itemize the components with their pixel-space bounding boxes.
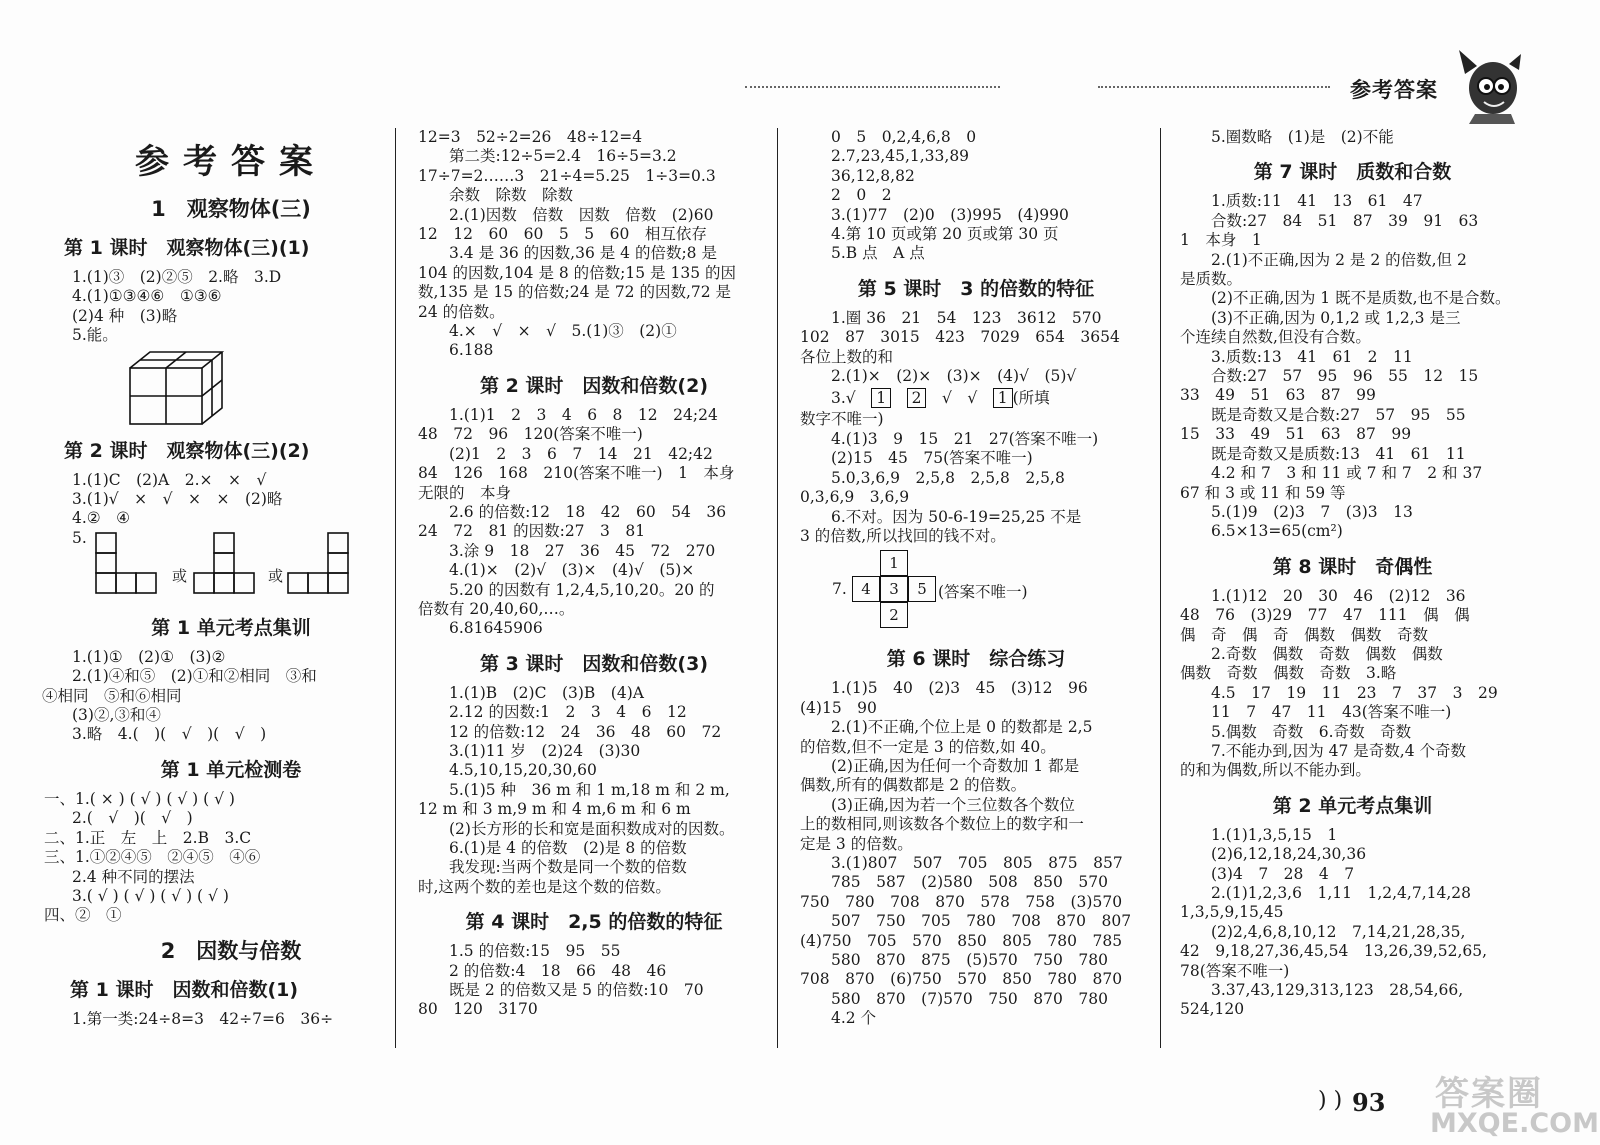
answer-line: 4.(1)× (2)√ (3)× (4)√ (5)×: [449, 561, 695, 580]
answer-line: ④相同 ⑤和⑥相同: [42, 686, 182, 705]
lesson-5-title: 第 5 课时 3 的倍数的特征: [857, 277, 1095, 300]
watermark-logo: 答案圈: [1435, 1074, 1543, 1114]
answer-line: 的和为偶数,所以不能办到。: [1180, 761, 1371, 780]
answer-line: 5.圈数略 (1)是 (2)不能: [1211, 128, 1394, 146]
unit-1-review-title: 第 1 单元考点集训: [151, 616, 311, 639]
answer-line: 7.不能办到,因为 47 是奇数,4 个奇数: [1211, 741, 1467, 760]
answer-line: 是质数。: [1180, 270, 1243, 289]
net-cell: 5: [908, 576, 936, 602]
lesson-2-title: 第 2 课时 因数和倍数(2): [479, 374, 709, 397]
answer-line: 1.(1)③ (2)②⑤ 2.略 3.D: [72, 268, 282, 286]
answer-line: 2.(1)× (2)× (3)× (4)√ (5)√: [831, 367, 1077, 386]
answer-line: 4.5 17 19 11 23 7 37 3 29: [1211, 683, 1498, 702]
answer-line: 我发现:当两个数是同一个数的倍数: [449, 858, 687, 877]
answer-line: 2.6 的倍数:12 18 42 60 54 36: [449, 502, 727, 521]
answer-line: 2 的倍数:4 18 66 48 46: [449, 961, 667, 980]
answer-line: 个连续自然数,但没有合数。: [1180, 328, 1371, 347]
answer-line: 33 49 51 63 87 99: [1180, 386, 1376, 405]
answer-line: 4.2 个: [831, 1009, 877, 1028]
answer-line: (2)15 45 75(答案不唯一): [831, 449, 1033, 468]
answer-line: 1,3,5,9,15,45: [1180, 903, 1284, 922]
answer-line: 5.B 点 A 点: [831, 244, 925, 263]
answer-line: 2.( √ )( √ ): [72, 809, 193, 828]
answer-line: 17÷7=2……3 21÷4=5.25 1÷3=0.3: [418, 166, 716, 185]
answer-line: 3.(1)77 (2)0 (3)995 (4)990: [831, 205, 1069, 224]
answer-line: 4.(1)3 9 15 21 27(答案不唯一): [831, 429, 1099, 448]
answer-line: 1.(1)B (2)C (3)B (4)A: [449, 683, 644, 702]
answer-line: (4)750 705 570 850 805 780 785: [800, 931, 1123, 950]
net-cell: 4: [852, 576, 880, 602]
answer-line: 2.4 种不同的摆法: [72, 867, 195, 886]
answer-line: 3.(1)807 507 705 805 875 857: [831, 853, 1123, 872]
view-shape-figure-2: [192, 531, 262, 595]
answer-line: (3)②,③和④: [72, 706, 161, 725]
answer-line: 二、1.正 左 上 2.B 3.C: [44, 828, 252, 847]
answer-line: 1.(1)① (2)① (3)②: [72, 647, 226, 666]
answer-line: 3.37,43,129,313,123 28,54,66,: [1211, 981, 1464, 1000]
answer-line: 0 5 0,2,4,6,8 0: [831, 128, 977, 146]
main-title: 参考答案: [135, 142, 327, 182]
answer-line: (3)4 7 28 4 7: [1211, 864, 1355, 883]
answer-line: 2.(1)不正确,因为 2 是 2 的倍数,但 2: [1211, 250, 1467, 269]
answer-line: (2)不正确,因为 1 既不是质数,也不是合数。: [1211, 289, 1511, 308]
answer-line: 6.188: [449, 341, 494, 360]
answer-line: (3)正确,因为若一个三位数各个数位: [831, 795, 1075, 814]
answer-line: 104 的因数,104 是 8 的倍数;15 是 135 的因: [418, 263, 736, 282]
answer-line: 524,120: [1180, 1000, 1245, 1019]
answer-line: (4)15 90: [800, 698, 877, 717]
answer-line: 偶数,所有的偶数都是 2 的倍数。: [800, 776, 1027, 795]
answer-box: 1: [993, 388, 1013, 408]
or-label: 或: [172, 566, 188, 585]
lesson-2-title: 第 2 课时 观察物体(三)(2): [64, 439, 310, 462]
net-cell: 1: [880, 550, 908, 576]
answer-line: 102 87 3015 423 7029 654 3654: [800, 328, 1120, 347]
cube-net-figure: [800, 550, 1152, 634]
page-number-ornament-icon: ) ): [1318, 1088, 1343, 1113]
answer-line: 24 的倍数。: [418, 302, 505, 321]
answer-line: 合数:27 57 95 96 55 12 15: [1211, 367, 1479, 386]
answer-line: 6.(1)是 4 的倍数 (2)是 8 的倍数: [449, 839, 687, 857]
answer-line: 数,135 是 15 的倍数;24 是 72 的因数,72 是: [418, 283, 732, 302]
answer-line: 48 76 (3)29 77 47 111 偶 偶: [1180, 606, 1470, 625]
answer-line: 3.( √ ) ( √ ) ( √ ) ( √ ): [72, 886, 229, 905]
answer-line: (2)2,4,6,8,10,12 7,14,21,28,35,: [1211, 922, 1466, 941]
answer-line: 2.7,23,45,1,33,89: [831, 147, 970, 166]
answer-line: 12=3 52÷2=26 48÷12=4: [418, 128, 643, 146]
answer-line: [800, 386, 1152, 410]
answer-line: 1.(1)1,3,5,15 1: [1211, 825, 1338, 844]
answer-line: 3.涂 9 18 27 36 45 72 270: [449, 541, 716, 560]
answer-line: 2.(1)因数 倍数 因数 倍数 (2)60: [449, 205, 714, 224]
watermark-url: MXQE.COM: [1430, 1108, 1599, 1139]
answer-line: 12 的倍数:12 24 36 48 60 72: [449, 722, 722, 741]
answer-line: 1.第一类:24÷8=3 42÷7=6 36÷: [72, 1009, 334, 1028]
answer-line: 5.偶数 奇数 6.奇数 奇数: [1211, 722, 1412, 741]
answer-line: 既是 2 的倍数又是 5 的倍数:10 70: [449, 981, 704, 1000]
answer-line: 3 的倍数,所以找回的钱不对。: [800, 526, 1006, 545]
answer-box: 1: [871, 388, 891, 408]
answer-line: 67 和 3 或 11 和 59 等: [1180, 483, 1346, 502]
answer-line: 无限的 本身: [418, 483, 512, 502]
q7-note: (答案不唯一): [938, 583, 1028, 602]
answer-line: 1.(1)1 2 3 4 6 8 12 24;24: [449, 405, 718, 424]
column-divider-1: [395, 128, 396, 1048]
answer-line: 3.质数:13 41 61 2 11: [1211, 347, 1413, 366]
answer-line: 78(答案不唯一): [1180, 961, 1290, 980]
answer-line: 785 587 (2)580 508 850 570: [831, 873, 1108, 892]
answer-line: 3.(1)√ × √ × × (2)略: [72, 490, 283, 509]
answer-line: 3.(1)11 岁 (2)24 (3)30: [449, 741, 641, 760]
column-divider-3: [1160, 128, 1161, 1048]
answer-line: 四、② ①: [44, 906, 122, 925]
answer-line: 507 750 705 780 708 870 807: [831, 912, 1132, 931]
unit-2-title: 2 因数与倍数: [160, 938, 302, 963]
answer-line: 84 126 168 210(答案不唯一) 1 本身: [418, 464, 735, 483]
answer-line: 2 0 2: [831, 186, 892, 205]
unit-1-title: 1 观察物体(三): [151, 197, 311, 221]
unit-2-lesson-1-title: 第 1 课时 因数和倍数(1): [70, 978, 299, 1001]
answer-line: 偶 奇 偶 奇 偶数 偶数 奇数: [1180, 625, 1429, 644]
answer-line: (2)正确,因为任何一个奇数加 1 都是: [831, 756, 1080, 775]
answer-line: (3)不正确,因为 0,1,2 或 1,2,3 是三: [1211, 308, 1461, 327]
header-title: 参考答案: [1350, 78, 1438, 102]
view-shape-figure-1: [94, 531, 164, 595]
page-number: 93: [1352, 1088, 1386, 1117]
answer-line: 5.能。: [72, 326, 118, 345]
answer-line: 4.2 和 7 3 和 11 或 7 和 7 2 和 37: [1211, 464, 1483, 483]
answer-line: 5.0,3,6,9 2,5,8 2,5,8 2,5,8: [831, 468, 1065, 487]
lesson-4-title: 第 4 课时 2,5 的倍数的特征: [465, 911, 723, 934]
lesson-1-title: 第 1 课时 观察物体(三)(1): [64, 237, 310, 259]
lesson-7-title: 第 7 课时 质数和合数: [1253, 161, 1452, 184]
answer-line: 第二类:12÷5=2.4 16÷5=3.2: [449, 147, 677, 166]
answer-box: 2: [907, 388, 927, 408]
answer-line: 上的数相同,则该数各个数位上的数字和一: [800, 815, 1084, 834]
answer-line: 15 33 49 51 63 87 99: [1180, 425, 1412, 444]
answer-line: 4.5,10,15,20,30,60: [449, 761, 597, 780]
answer-line: 偶数 奇数 偶数 奇数 3.略: [1180, 664, 1397, 683]
answer-line: 一、1.( × ) ( √ ) ( √ ) ( √ ): [44, 789, 235, 808]
answer-line: 5.20 的因数有 1,2,4,5,10,20。20 的: [449, 580, 715, 599]
answer-line: 时,这两个数的差也是这个数的倍数。: [418, 877, 671, 896]
answer-line: 80 120 3170: [418, 1000, 538, 1019]
answer-line: 既是奇数又是合数:27 57 95 55: [1211, 405, 1466, 424]
answer-line: 11 7 47 11 43(答案不唯一): [1211, 703, 1452, 722]
answer-line: 合数:27 84 51 87 39 91 63: [1211, 211, 1479, 230]
net-cell: 2: [880, 602, 908, 628]
answer-line: (2)4 种 (3)略: [72, 306, 178, 325]
column-4: [1180, 128, 1525, 1020]
answer-line: 4.(1)①③④⑥ ①③⑥: [72, 287, 222, 306]
view-shape-figure-3: [286, 531, 356, 595]
answer-line: 42 9,18,27,36,45,54 13,26,39,52,65,: [1180, 942, 1488, 961]
answer-line: 1 本身 1: [1180, 231, 1262, 250]
answer-line: 5.(1)9 (2)3 7 (3)3 13: [1211, 502, 1413, 521]
answer-line: 1.质数:11 41 13 61 47: [1211, 192, 1423, 211]
answer-line: 5.(1)5 种 36 m 和 1 m,18 m 和 2 m,: [449, 780, 730, 799]
answer-line: 0,3,6,9 3,6,9: [800, 488, 910, 507]
answer-line: 6.5×13=65(cm²): [1211, 522, 1343, 541]
answer-line: 倍数有 20,40,60,…。: [418, 599, 575, 618]
answer-line: 3.略 4.( )( √ )( √ ): [72, 725, 267, 744]
answer-line: 1.圈 36 21 54 123 3612 570: [831, 308, 1102, 327]
answer-line: 750 780 708 870 578 758 (3)570: [800, 892, 1123, 911]
answer-line: 4.第 10 页或第 20 页或第 30 页: [831, 225, 1059, 244]
lesson-6-title: 第 6 课时 综合练习: [886, 648, 1066, 671]
answer-line: 的倍数,但不一定是 3 的倍数,如 40。: [800, 737, 1056, 756]
or-label: 或: [268, 566, 284, 585]
unit-2-review-title: 第 2 单元考点集训: [1272, 794, 1433, 817]
answer-line: 708 870 (6)750 570 850 780 870: [800, 970, 1123, 989]
answer-line: 1.(1)12 20 30 46 (2)12 36: [1211, 586, 1466, 605]
column-2: [418, 128, 770, 1020]
answer-line: 三、1.①②④⑤ ②④⑤ ④⑥: [44, 848, 261, 867]
answer-line: 6.不对。因为 50-6-19=25,25 不是: [831, 507, 1082, 526]
header-dotted-rule-right: [1098, 86, 1330, 88]
answer-line: 余数 除数 除数: [449, 186, 574, 205]
answer-line: 5.: [72, 528, 87, 547]
header-dotted-rule-left: [745, 86, 1000, 88]
answer-line: 数字不唯一): [800, 410, 884, 429]
answer-line: (2)长方形的长和宽是面积数成对的因数。: [449, 819, 735, 838]
answer-line: 12 m 和 3 m,9 m 和 4 m,6 m 和 6 m: [418, 800, 691, 819]
answer-line: 既是奇数又是质数:13 41 61 11: [1211, 444, 1466, 463]
answer-line: 2.(1)1,2,3,6 1,11 1,2,4,7,14,28: [1211, 884, 1472, 902]
column-divider-2: [777, 128, 778, 1048]
answer-line: 12 12 60 60 5 5 60 相互依存: [418, 225, 707, 244]
lesson-3-title: 第 3 课时 因数和倍数(3): [479, 652, 709, 675]
q3-suffix: (所填: [1012, 389, 1050, 408]
answer-line: 2.12 的因数:1 2 3 4 6 12: [449, 703, 687, 722]
answer-line: 1.5 的倍数:15 95 55: [449, 942, 621, 961]
answer-line: 580 870 (7)570 750 870 780: [831, 989, 1108, 1008]
answer-line: 3.4 是 36 的因数,36 是 4 的倍数;8 是: [449, 244, 717, 263]
answer-line: 2.(1)不正确,个位上是 0 的数都是 2,5: [831, 718, 1093, 737]
answer-line: 4.× √ × √ 5.(1)③ (2)①: [449, 322, 677, 341]
mascot-icon: [1455, 44, 1525, 124]
answer-line: (2)1 2 3 6 7 14 21 42;42: [449, 444, 713, 463]
answer-line: 1.(1)5 40 (2)3 45 (3)12 96: [831, 679, 1088, 698]
answer-line: 24 72 81 的因数:27 3 81: [418, 522, 646, 541]
answer-line: 6.81645906: [449, 619, 543, 638]
answer-line: 2.奇数 偶数 奇数 偶数 偶数: [1211, 644, 1443, 663]
q3-mid: √ √: [941, 389, 978, 408]
answer-line: (2)6,12,18,24,30,36: [1211, 845, 1367, 864]
answer-line: 48 72 96 120(答案不唯一): [418, 425, 643, 444]
column-1: [42, 128, 390, 1029]
answer-line: 36,12,8,82: [831, 166, 915, 185]
lesson-8-title: 第 8 课时 奇偶性: [1272, 555, 1433, 578]
cube-stack-figure: [128, 350, 224, 426]
answer-line: 580 870 875 (5)570 750 780: [831, 951, 1108, 969]
answer-line: 2.(1)④和⑤ (2)①和②相同 ③和: [72, 667, 317, 686]
net-cell: 3: [880, 576, 908, 602]
column-3: [800, 128, 1152, 1029]
answer-line: 1.(1)C (2)A 2.× × √: [72, 470, 267, 489]
q7-label: 7.: [832, 580, 847, 599]
unit-1-test-title: 第 1 单元检测卷: [160, 758, 302, 781]
q3-prefix: 3.√: [831, 389, 856, 408]
answer-line: 各位上数的和: [800, 347, 894, 366]
answer-line: 定是 3 的倍数。: [800, 834, 913, 853]
answer-line: 4.② ④: [72, 509, 131, 528]
